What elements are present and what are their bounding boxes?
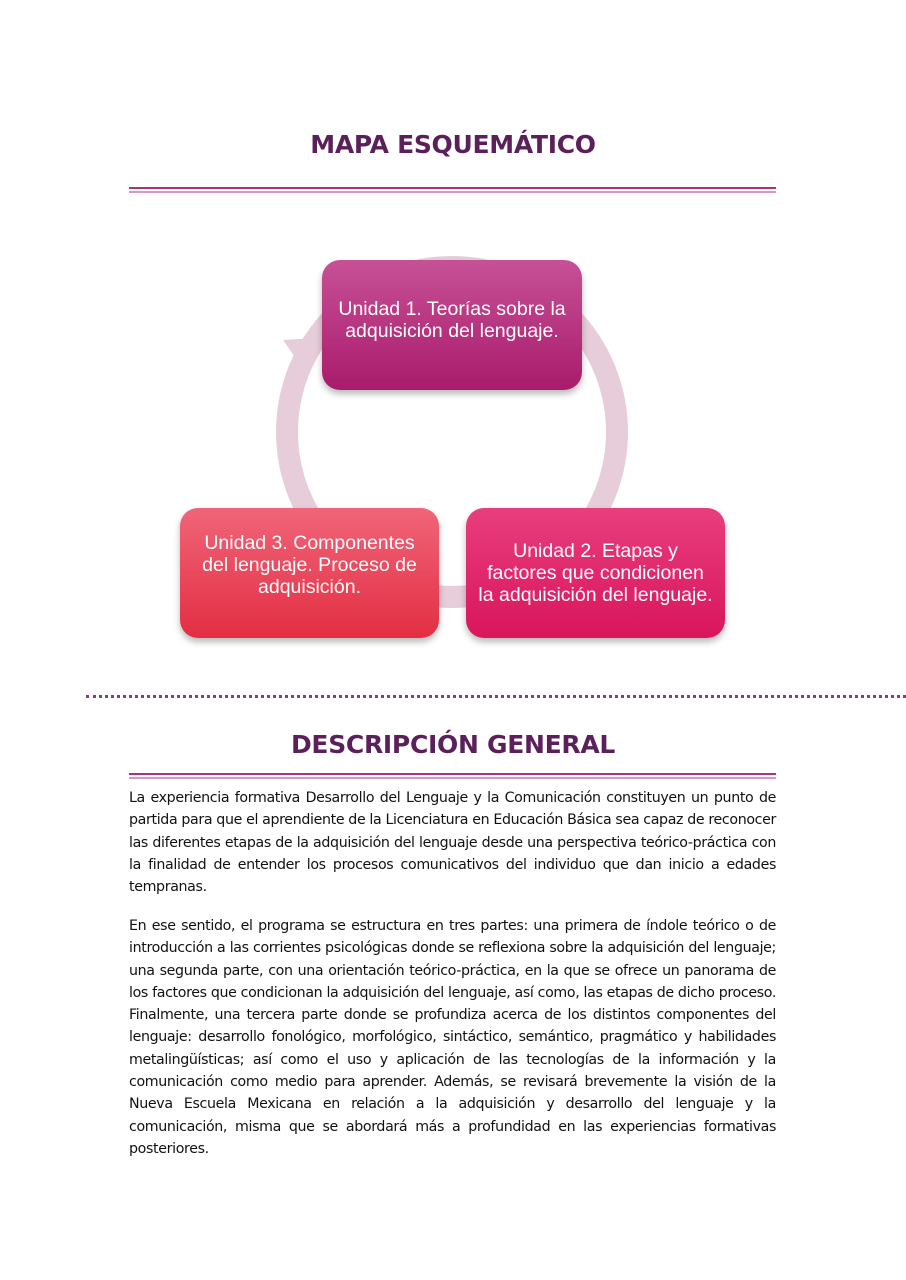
description-paragraph-1: La experiencia formativa Desarrollo del Lenguaje y la Comunicación constituyen un punto de partida para que el aprendiente de la Licenciatura en Educación Básica sea capaz de reconocer las diferentes etapas de la adquisición del lenguaje desde una perspectiva teórico-práctica con la finalidad de entender los procesos comunicativos del individuo que dan inicio a edades tempranas. — [129, 790, 776, 896]
title-underline — [129, 773, 776, 779]
cycle-node-unidad-3: Unidad 3. Componentes del lenguaje. Proceso de adquisición. — [180, 508, 439, 638]
description-paragraph-2: En ese sentido, el programa se estructura en tres partes: una primera de índole teórico o de introducción a las corrientes psicológicas donde se reflexiona sobre la adquisición del lenguaje; una segunda parte, con una orientación teórico-práctica, en la que se ofrece un panorama de los factores que condicionan la adquisición del lenguaje, así como, las etapas de dicho proceso. Finalmente, una tercera parte donde se profundiza acerca de los distintos componentes del lenguaje: desarrollo fonológico, morfológico, sintáctico, semántico, pragmático y habilidades metalingüísticas; así como el uso y aplicación de las tecnologías de la información y la comunicación como medio para aprender. Además, se revisará brevemente la visión de la Nueva Escuela Mexicana en relación a la adquisición y desarrollo del lenguaje y la comunicación, misma que se abordará más a profundidad en las experiencias formativas posteriores. — [129, 918, 776, 1157]
cycle-node-unidad-1: Unidad 1. Teorías sobre la adquisición del lenguaje. — [322, 260, 582, 390]
section-title-descripcion: DESCRIPCIÓN GENERAL — [290, 730, 615, 759]
cycle-node-unidad-2: Unidad 2. Etapas y factores que condicionen la adquisición del lenguaje. — [466, 508, 725, 638]
dotted-divider — [86, 695, 906, 698]
section-title-mapa: MAPA ESQUEMÁTICO — [310, 130, 596, 159]
